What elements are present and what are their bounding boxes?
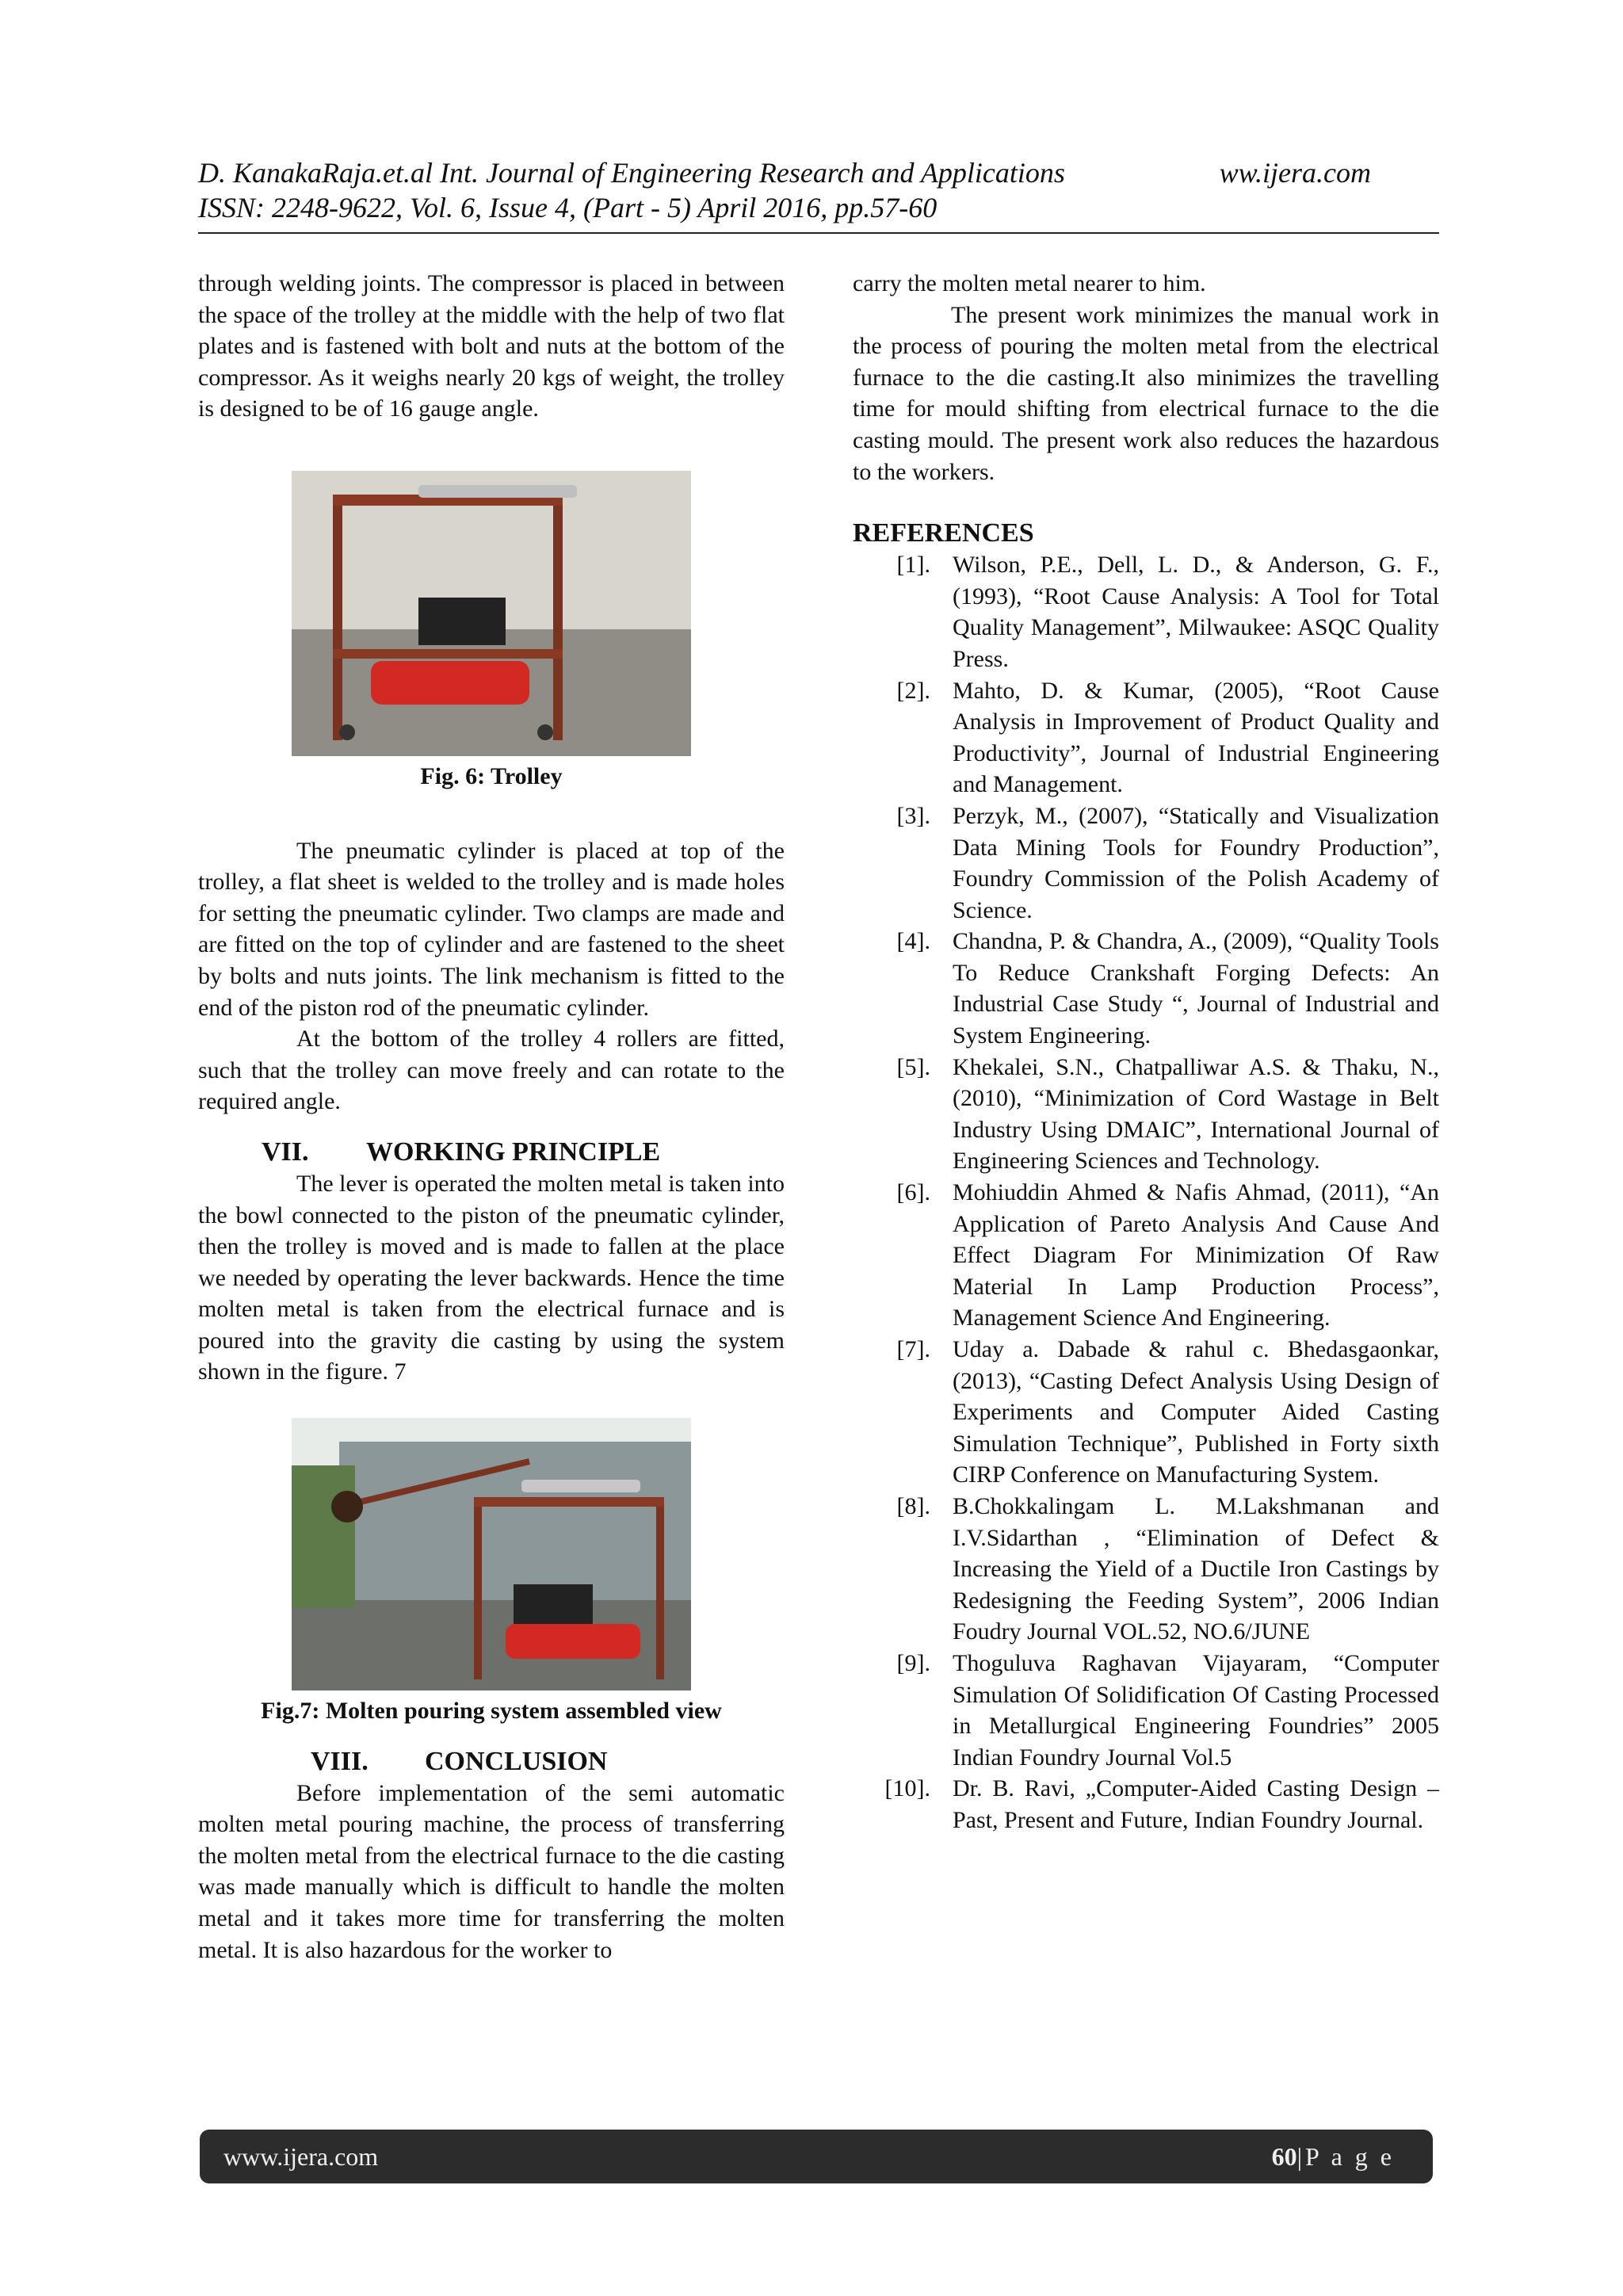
reference-text: Thoguluva Raghavan Vijayaram, “Computer Simulation Of Solidification Of Casting Processed in Metallurgical Engineering Foundries” 2005 Indian Foundry Journal Vol.5: [953, 1649, 1439, 1771]
reference-item: [853, 1334, 1439, 1491]
left-column: [198, 268, 785, 1966]
reference-text: Wilson, P.E., Dell, L. D., & Anderson, G. F., (1993), “Root Cause Analysis: A Tool for Total Quality Management”, Milwaukee: ASQC Quality Press.: [953, 552, 1439, 672]
paragraph: through welding joints. The compressor is placed in between the space of the trolley at the middle with the help of two flat plates and is fastened with bolt and nuts at the bottom of the compressor. As it weighs nearly 20 kgs of weight, the trolley is designed to be of 16 gauge angle.: [198, 270, 785, 422]
reference-text: Dr. B. Ravi, „Computer-Aided Casting Design –Past, Present and Future, Indian Foundry Journal.: [953, 1775, 1439, 1833]
section-title: CONCLUSION: [425, 1746, 608, 1776]
running-header: [198, 155, 1434, 225]
page-suffix: |P a g e: [1296, 2141, 1395, 2171]
molten-pouring-system-photo: [292, 1418, 691, 1690]
journal-title: D. KanakaRaja.et.al Int. Journal of Engineering Research and Applications: [198, 157, 1065, 189]
paragraph: carry the molten metal nearer to him.: [853, 270, 1206, 296]
reference-text: Perzyk, M., (2007), “Statically and Visualization Data Mining Tools for Foundry Production”, Foundry Commission of the Polish Academy of Science.: [953, 802, 1439, 923]
reference-text: Mahto, D. & Kumar, (2005), “Root Cause Analysis in Improvement of Product Quality and Productivity”, Journal of Industrial Engineering and Management.: [953, 677, 1439, 798]
page-number: 60: [1271, 2141, 1297, 2171]
reference-text: Mohiuddin Ahmed & Nafis Ahmad, (2011), “An Application of Pareto Analysis And Cause And Effect Diagram For Minimization Of Raw Material In Lamp Production Process”, Management Science And Engineering.: [953, 1179, 1439, 1331]
reference-text: Uday a. Dabade & rahul c. Bhedasgaonkar, (2013), “Casting Defect Analysis Using Design of Experiments and Computer Aided Casting Simulation Technique”, Published in Forty sixth CIRP Conference on Manufacturing System.: [953, 1336, 1439, 1488]
reference-number: [1].: [896, 552, 930, 579]
reference-number: [8].: [896, 1492, 930, 1519]
reference-text: Chandna, P. & Chandra, A., (2009), “Quality Tools To Reduce Crankshaft Forging Defects: An Industrial Case Study “, Journal of Industrial and System Engineering.: [953, 928, 1439, 1049]
issn-line: ISSN: 2248-9622, Vol. 6, Issue 4, (Part - 5) April 2016, pp.57-60: [198, 192, 938, 223]
reference-number: [9].: [896, 1649, 930, 1676]
reference-number: [10].: [884, 1775, 930, 1802]
reference-number: [2].: [896, 677, 930, 704]
page-footer: [200, 2130, 1433, 2183]
paragraph: The pneumatic cylinder is placed at top of the trolley, a flat sheet is welded to the trolley and is made holes for setting the pneumatic cylinder. Two clamps are made and are fitted on the top of cylinder and are fastened to the sheet by bolts and nuts joints. The link mechanism is fitted to the end of the piston rod of the pneumatic cylinder.: [198, 837, 785, 1021]
section-heading-conclusion: [198, 1746, 785, 1778]
references-list: [853, 549, 1439, 1836]
paragraph: At the bottom of the trolley 4 rollers are fitted, such that the trolley can move freely and can rotate to the required angle.: [198, 1026, 785, 1115]
paragraph: The present work minimizes the manual work in the process of pouring the molten metal from the electrical furnace to the die casting.It also minimizes the travelling time for mould shifting from electrical furnace to the die casting mould. The present work also reduces the hazardous to the workers.: [853, 301, 1439, 485]
header-website: ww.ijera.com: [1219, 157, 1371, 189]
header-rule: [198, 232, 1439, 234]
reference-item: [853, 675, 1439, 800]
reference-text: B.Chokkalingam L. M.Lakshmanan and I.V.Sidarthan , “Elimination of Defect & Increasing the Yield of a Ductile Iron Castings by Redesigning the Feeding System”, 2006 Indian Foudry Journal VOL.52, NO.6/JUNE: [953, 1492, 1439, 1645]
reference-item: [853, 1177, 1439, 1334]
reference-number: [3].: [896, 802, 930, 829]
references-heading: REFERENCES: [853, 518, 1034, 548]
section-number: VIII.: [311, 1746, 369, 1776]
paragraph: The lever is operated the molten metal is taken into the bowl connected to the piston of the pneumatic cylinder, then the trolley is moved and is made to fallen at the place we needed by operating the lever backwards. Hence the time molten metal is taken from the electrical furnace and is poured into the gravity die casting by using the system shown in the figure. 7: [198, 1170, 785, 1385]
section-number: VII.: [262, 1137, 309, 1167]
reference-item: [853, 926, 1439, 1051]
section-heading-working-principle: [198, 1137, 785, 1168]
reference-text: Khekalei, S.N., Chatpalliwar A.S. & Thaku, N., (2010), “Minimization of Cord Wastage in Belt Industry Using DMAIC”, International Journal of Engineering Sciences and Technology.: [953, 1053, 1439, 1175]
reference-number: [7].: [896, 1336, 930, 1362]
reference-item: [853, 1491, 1439, 1648]
trolley-photo: [292, 471, 691, 756]
reference-number: [6].: [896, 1179, 930, 1206]
reference-item: [853, 800, 1439, 926]
reference-item: [853, 1773, 1439, 1836]
reference-item: [853, 1052, 1439, 1177]
footer-website: www.ijera.com: [223, 2141, 379, 2171]
section-title: WORKING PRINCIPLE: [366, 1137, 661, 1167]
pouring-system-photo-illustration: [292, 1418, 691, 1690]
right-column: [853, 268, 1439, 1836]
fig7-caption: Fig.7: Molten pouring system assembled view: [261, 1698, 722, 1725]
reference-item: [853, 549, 1439, 674]
reference-item: [853, 1648, 1439, 1773]
reference-number: [4].: [896, 928, 930, 955]
fig6-caption: Fig. 6: Trolley: [420, 762, 563, 789]
paragraph: Before implementation of the semi automatic molten metal pouring machine, the process of transferring the molten metal from the electrical furnace to the die casting was made manually which is difficult to handle the molten metal and it takes more time for transferring the molten metal. It is also hazardous for the worker to: [198, 1779, 785, 1963]
reference-number: [5].: [896, 1053, 930, 1080]
trolley-photo-illustration: [292, 471, 691, 756]
page-number-label: [1272, 2142, 1395, 2172]
